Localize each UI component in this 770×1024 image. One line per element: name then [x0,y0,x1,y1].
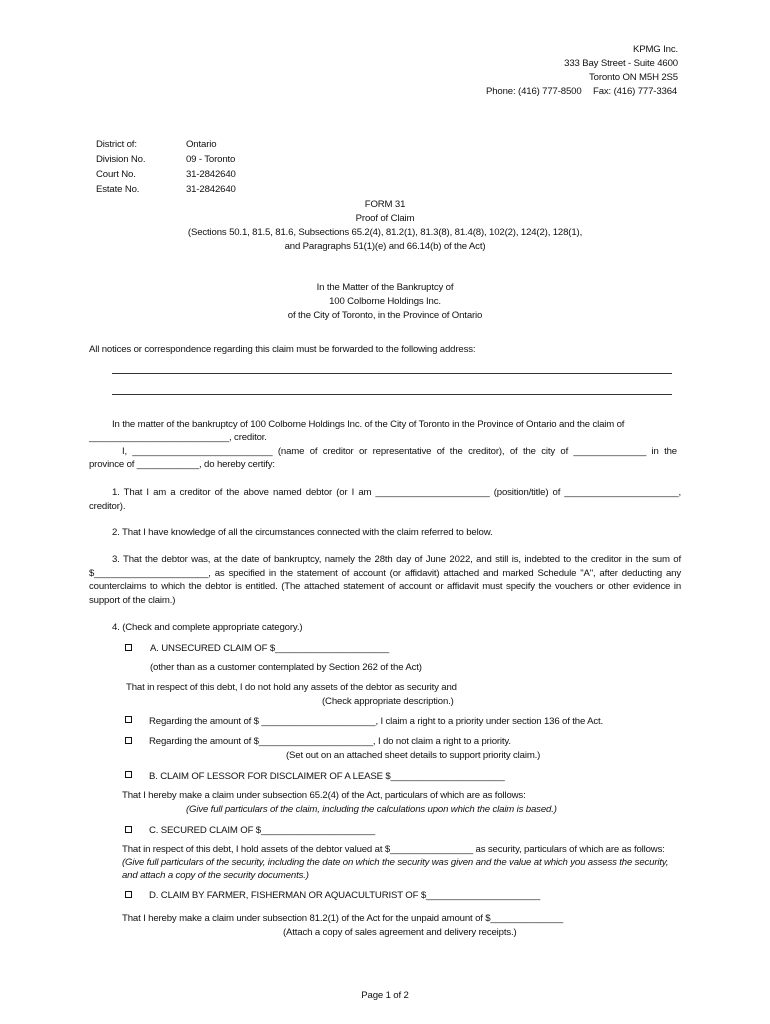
division-value: 09 - Toronto [186,154,236,165]
company-name: KPMG Inc. [632,44,678,55]
company-fax: Fax: (416) 777-3364 [593,86,678,97]
form-sections-line1: (Sections 50.1, 81.5, 81.6, Subsections 65.2(4), 81.2(1), 81.3(8), 81.4(8), 102(2), 124(2), 128(1), [187,227,583,238]
paragraph-2: 2. That I have knowledge of all the circumstances connected with the claim referred to below. [112,527,493,538]
claim-c-checkbox[interactable] [125,826,132,833]
claim-a-option2-checkbox[interactable] [125,737,132,744]
matter-line2: 100 Colborne Holdings Inc. [329,296,441,307]
claim-b-title: B. CLAIM OF LESSOR FOR DISCLAIMER OF A LEASE $______________________ [149,771,505,782]
certify-line2: province of ____________, do hereby certify: [89,459,275,470]
claim-a-option2: Regarding the amount of $______________________, I do not claim a right to a priority. [149,736,511,747]
company-city: Toronto ON M5H 2S5 [588,72,678,83]
claim-a-checkbox[interactable] [125,644,132,651]
claim-c-text: That in respect of this debt, I hold assets of the debtor valued at $________________ as security, particulars of which are as follows: [122,844,665,855]
form-title: FORM 31 [364,199,406,210]
form-subtitle: Proof of Claim [355,213,415,224]
district-label: District of: [96,139,137,150]
claim-a-note: (other than as a customer contemplated by Section 262 of the Act) [150,662,422,673]
claim-a-option2-note: (Set out on an attached sheet details to support priority claim.) [286,750,541,761]
company-phone: Phone: (416) 777-8500 [486,86,582,97]
claim-b-text: That I hereby make a claim under subsection 65.2(4) of the Act, particulars of which are as follows: [122,790,526,801]
form-sections-line2: and Paragraphs 51(1)(e) and 66.14(b) of the Act) [284,241,486,252]
intro-line1: In the matter of the bankruptcy of 100 Colborne Holdings Inc. of the City of Toronto in the Province of Ontario and the claim of [112,419,625,430]
notices-text: All notices or correspondence regarding this claim must be forwarded to the following address: [89,344,476,355]
court-value: 31-2842640 [186,169,236,180]
claim-c-note1: (Give full particulars of the security, including the date on which the security was given and the value at which you assess the security, [122,857,669,868]
paragraph-3: 3. That the debtor was, at the date of bankruptcy, namely the 28th day of June 2022, and still is, indebted to the creditor in the sum of $______________________, as specified in the statement of account (or affidavit) attached and marked Schedule "A", after deducting any counterclaims to which the debtor is entitled. (The attached statement of account or affidavit must specify the vouchers or other evidence in support of the claim.) [89,554,681,606]
intro-line2: ___________________________, creditor. [89,432,267,443]
claim-d-checkbox[interactable] [125,891,132,898]
district-value: Ontario [186,139,217,150]
claim-b-checkbox[interactable] [125,771,132,778]
division-label: Division No. [96,154,146,165]
claim-a-option1-checkbox[interactable] [125,716,132,723]
claim-d-text: That I hereby make a claim under subsection 81.2(1) of the Act for the unpaid amount of $______________ [122,913,564,924]
claim-a-option1: Regarding the amount of $ ______________________, I claim a right to a priority under section 136 of the Act. [149,716,604,727]
estate-label: Estate No. [96,184,140,195]
matter-line3: of the City of Toronto, in the Province of Ontario [287,310,483,321]
claim-d-title: D. CLAIM BY FARMER, FISHERMAN OR AQUACULTURIST OF $______________________ [149,890,541,901]
claim-c-title: C. SECURED CLAIM OF $______________________ [149,825,376,836]
paragraph-4: 4. (Check and complete appropriate category.) [112,622,303,633]
paragraph-1: 1. That I am a creditor of the above named debtor (or I am ______________________ (position/title) of ______________________, creditor). [89,487,681,512]
claim-a-respect: That in respect of this debt, I do not hold any assets of the debtor as security and [126,682,457,693]
claim-b-note: (Give full particulars of the claim, including the calculations upon which the claim is based.) [186,804,557,815]
court-label: Court No. [96,169,136,180]
certify-line1: I, ___________________________ (name of creditor or representative of the creditor), of the city of ______________ in the [122,446,677,457]
claim-c-note2: and attach a copy of the security documents.) [122,870,309,881]
claim-a-check-note: (Check appropriate description.) [322,696,454,707]
address-line-1[interactable] [112,373,672,374]
claim-d-note: (Attach a copy of sales agreement and delivery receipts.) [283,927,517,938]
estate-value: 31-2842640 [186,184,236,195]
matter-line1: In the Matter of the Bankruptcy of [316,282,454,293]
claim-a-title: A. UNSECURED CLAIM OF $______________________ [150,643,390,654]
page-number: Page 1 of 2 [361,990,409,1001]
address-line-2[interactable] [112,394,672,395]
company-street: 333 Bay Street - Suite 4600 [564,58,678,69]
